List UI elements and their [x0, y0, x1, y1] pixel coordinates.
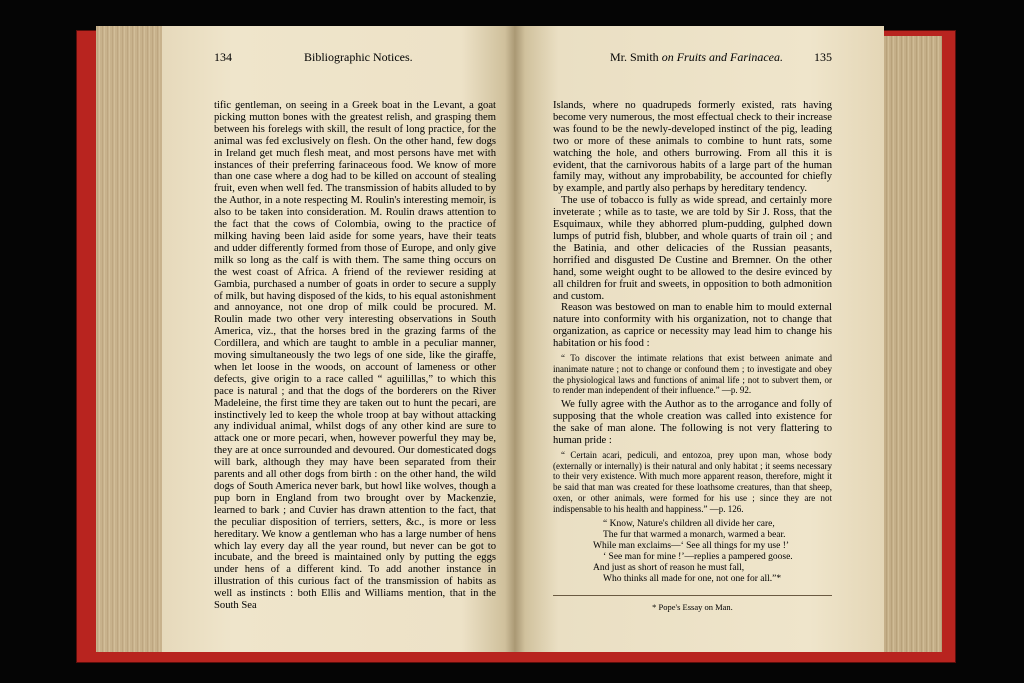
- poem-line: “ Know, Nature's children all divide her care,: [603, 518, 775, 529]
- block-quote-2-text: “ Certain acari, pediculi, and entozoa, prey upon man, whose body (externally or internally) is their natural and only habitat ; it seems necessary to their very existence. With much more apparent reason, therefore, might it be said that man was created for these loathsome creatures, than that sheep, oxen, or other animals, were formed for his use ; since they are not indispensable to his health and happiness.” —p. 126.: [553, 449, 832, 514]
- right-paragraph-4: We fully agree with the Author as to the arrogance and folly of supposing that the whole creation was called into existence for the sake of man alone. The following is not very flattering to human pride :: [553, 399, 832, 446]
- right-page-edges: [880, 36, 942, 652]
- left-running-title: Bibliographic Notices.: [304, 50, 413, 64]
- block-quote-2: [553, 450, 832, 515]
- footnote: * Pope's Essay on Man.: [652, 601, 733, 612]
- right-paragraph-2: The use of tobacco is fully as wide spread, and certainly more inveterate ; while as to taste, we are told by Sir J. Ross, that the Esquimaux, while they abhorred plum-pudding, gulphed down lumps of putrid fish, blubber, and whole quarts of train oil ; and the Batinia, and other delicacies of the Russian peasants, horrified and disgusted De Custine and Bremner. On the other hand, some weight ought to be allowed to the desire evinced by all children for fruit and sweets, in opposition to both admonition and custom.: [553, 195, 832, 302]
- left-page-edges: [96, 26, 166, 652]
- footnote-rule: [553, 595, 832, 596]
- left-page-text: [214, 100, 496, 612]
- poem-quote: [593, 519, 832, 585]
- right-running-title-plain: Mr. Smith: [610, 50, 659, 64]
- right-paragraph-3: Reason was bestowed on man to enable him to mould external nature into conformity with his organization, not to change that organization, as caprice or necessity may lead him to change his habitation or his food :: [553, 302, 832, 350]
- block-quote-1-text: “ To discover the intimate relations that exist between animate and inanimate nature ; not to change or confound them ; to investigate and obey the physiological laws and functions of animal life ; not to subvert them, or to render man independent of their influence.” —p. 92.: [553, 353, 832, 396]
- book-gutter: [505, 26, 525, 652]
- right-running-title: [610, 50, 783, 65]
- poem-line: While man exclaims—‘ See all things for my use !’: [593, 540, 790, 551]
- right-paragraph-1: Islands, where no quadrupeds formerly existed, rats having become very numerous, the most effectual check to their increase was found to be the newly-developed instinct of the pig, leading two or more of these animals to combine to hunt rats, some watching the hole, and others burrowing. From all this it is evident, that the carnivorous habits of a large part of the human family may, without any improbability, be accounted for chiefly by example, and partly also perhaps by hereditary tendency.: [553, 100, 832, 195]
- poem-line: Who thinks all made for one, not one for all.”*: [603, 573, 782, 584]
- right-running-title-italic: on Fruits and Farinacea.: [661, 50, 784, 64]
- poem-line: And just as short of reason he must fall,: [593, 562, 745, 573]
- block-quote-1: [553, 353, 832, 396]
- poem-line: ‘ See man for mine !’—replies a pampered goose.: [603, 551, 793, 562]
- right-page-text: [553, 100, 832, 614]
- left-paragraph-1: tific gentleman, on seeing in a Greek boat in the Levant, a goat picking mutton bones with the greatest relish, and grasping them between his forelegs with skill, the result of long practice, for the animal was fed exclusively on flesh. On the other hand, few dogs in Ireland get much flesh meat, and most persons have met with instances of their preferring farinaceous food. We know of more than one case where a dog had to be killed on account of stealing fruit, even when well fed. The transmission of habits alluded to by the Author, in a note respecting M. Roulin's interesting memoir, is also to be taken into consideration. M. Roulin draws attention to the fact that the cows of Colombia, owing to the practice of milking having been laid aside for some years, have their teats and udder differently formed from those of Europe, and only give milk so long as the calf is with them. The same thing occurs on the west coast of Africa. A friend of the reviewer residing at Gambia, purchased a number of goats in order to secure a supply of milk, but having disposed of the kids, to his equal astonishment and annoyance, not one drop of milk could be procured. M. Roulin made two other very interesting observations in South America, viz., that the horses bred in the grazing farms of the Cordillera, and which are taught to amble in a peculiar manner, moving simultaneously the two legs of one side, like the giraffe, when let loose in the woods, on account of lameness or other defects, give origin to a race called “ aguilillas,” to which this pace is natural ; and that the dogs of the borderers on the River Madeleine, the first time they are taken out to hunt the pecari, are instinctively led to keep the whole troop at bay without attacking any individual animal, whilst dogs of any other kind are sure to attack one or more pecari, when, however powerful they may be, they are at once surrounded and devoured. Our domesticated dogs will bark, although they may have been separated from their parents and all other dogs from birth : on the other hand, the wild dogs of South America never bark, but howl like wolves, though a pup born in England from two brought over by Mackenzie, learned to bark ; and Cuvier has drawn attention to the fact, that the peculiar disposition of terriers, setters, &c., is more or less hereditary. We know a gentleman who has a large number of hens which lay every day all the year round, but never can be got to incubate, and the breed is maintained only by putting the eggs under hens of a different kind. To add another instance in illustration of this curious fact of the transmission of habits as well as instincts : both Ellis and Williams mention, that in the South Sea: [214, 100, 496, 612]
- poem-line: The fur that warmed a monarch, warmed a bear.: [603, 529, 786, 540]
- left-page-number: 134: [214, 50, 232, 64]
- right-page-number: 135: [814, 50, 832, 64]
